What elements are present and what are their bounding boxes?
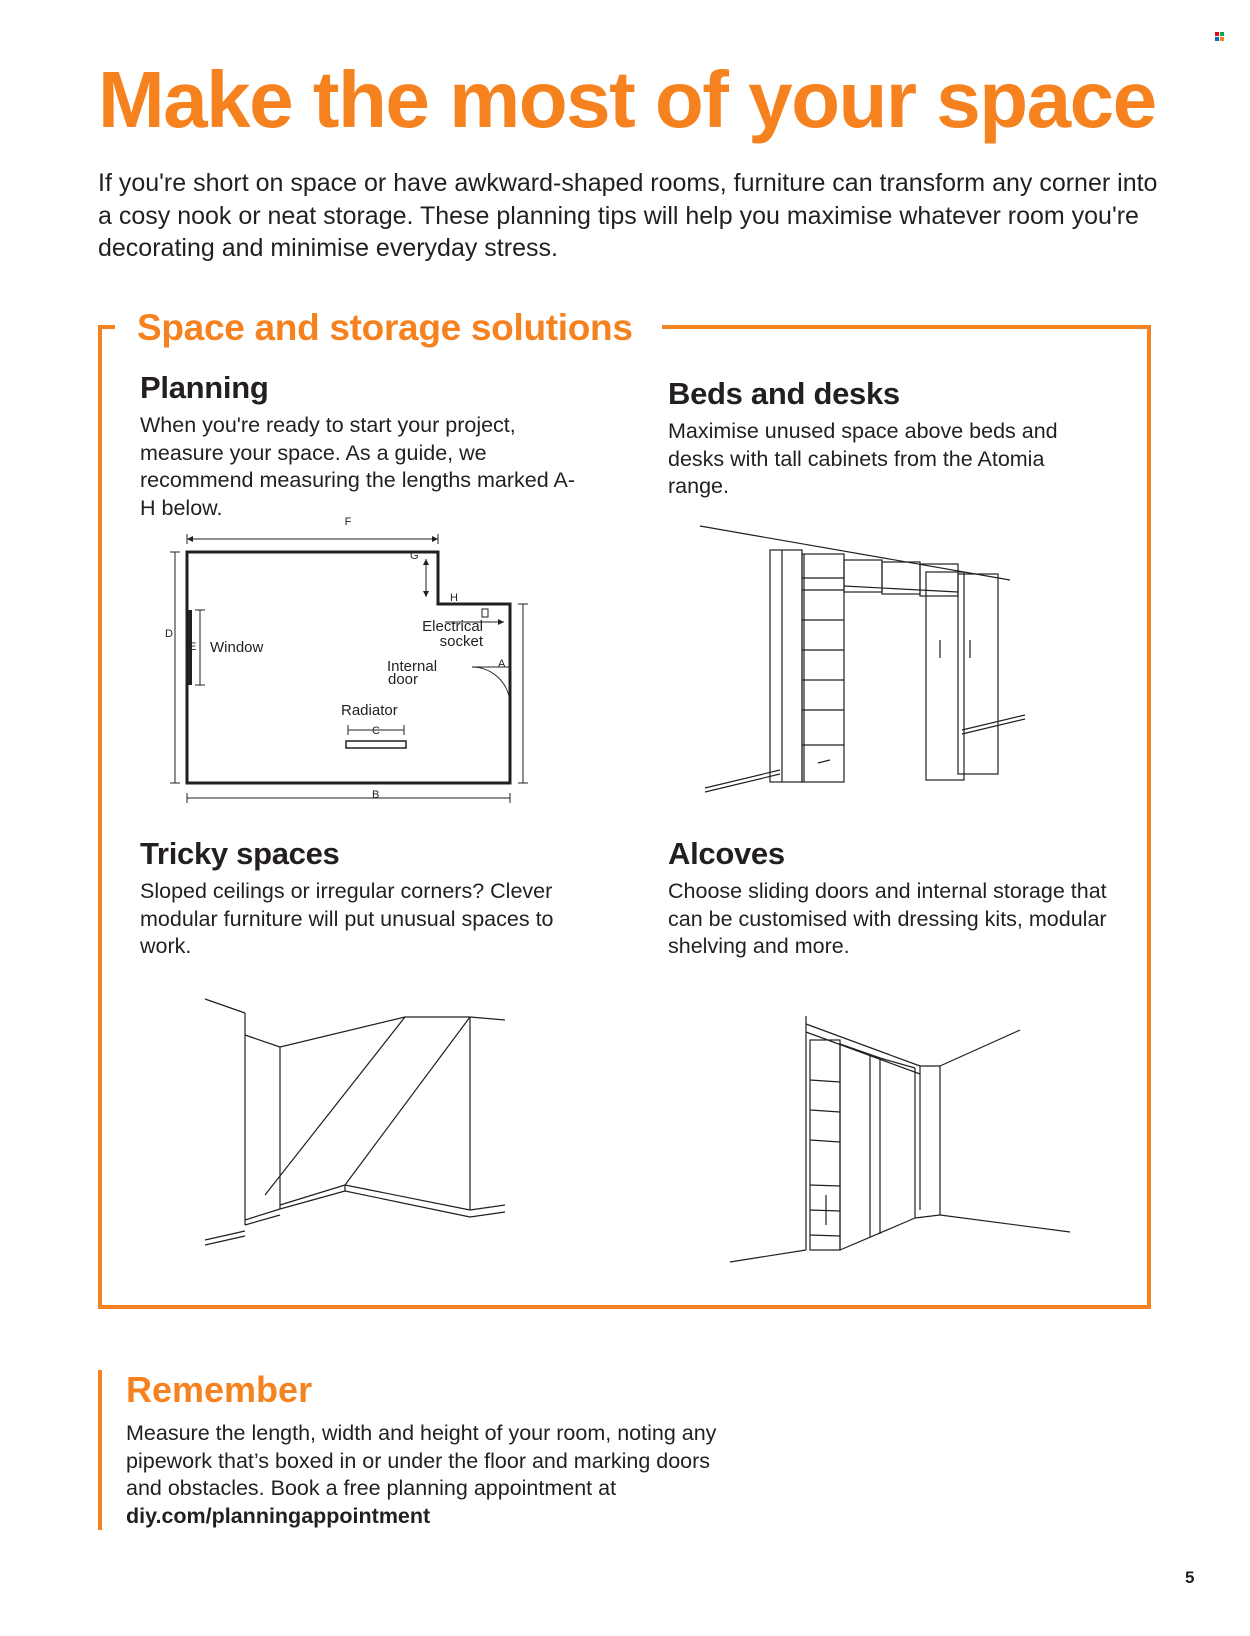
tricky-body: Sloped ceilings or irregular corners? Clever modular furniture will put unusual spaces to work. (140, 879, 554, 958)
label-radiator: Radiator (341, 702, 398, 719)
remember-text: Measure the length, width and height of your room, noting any pipework that’s boxed in or under the floor and marking doors and obstacles. Book a free planning appointment at (126, 1421, 717, 1500)
floor-plan-diagram (160, 516, 530, 815)
cabinets-illustration (700, 520, 1030, 800)
alcoves-body: Choose sliding doors and internal storage that can be customised with dressing kits, modular shelving and more. (668, 879, 1107, 958)
sloped-ceiling-illustration (205, 995, 510, 1260)
remember-title: Remember (126, 1369, 313, 1410)
label-b: B (372, 789, 380, 801)
solutions-heading: Space and storage solutions (137, 307, 633, 348)
label-h: H (450, 592, 458, 604)
label-socket-2: socket (439, 633, 483, 650)
label-e: E (189, 641, 197, 653)
label-c: C (372, 725, 380, 737)
sliding-wardrobe-illustration (730, 1010, 1090, 1270)
label-door-1: Internal (387, 658, 438, 675)
planning-body: When you're ready to start your project, measure your space. As a guide, we recommend measuring the lengths marked A-H below. (140, 413, 575, 520)
page-title: Make the most of your space (98, 55, 1156, 144)
page-number: 5 (1185, 1568, 1195, 1587)
alcoves-title: Alcoves (668, 836, 785, 871)
label-f: F (344, 516, 352, 528)
tricky-title: Tricky spaces (140, 836, 340, 871)
planning-title: Planning (140, 370, 269, 405)
label-a: A (498, 658, 506, 670)
remember-body (126, 1420, 726, 1530)
planning-appointment-link[interactable]: diy.com/planningappointment (126, 1503, 431, 1528)
beds-title: Beds and desks (668, 376, 900, 411)
label-window: Window (210, 639, 264, 656)
label-g: G (410, 550, 419, 562)
logo-icon (1215, 32, 1225, 42)
remember-accent-bar (98, 1370, 102, 1530)
label-d: D (165, 628, 173, 640)
intro-paragraph: If you're short on space or have awkward-shaped rooms, furniture can transform any corner into a cosy nook or neat storage. These planning tips will help you maximise whatever room you're decorating and minimise everyday stress. (98, 169, 1158, 262)
beds-body: Maximise unused space above beds and desks with tall cabinets from the Atomia range. (668, 419, 1058, 498)
label-socket-1: Electrical (422, 618, 483, 635)
label-door-2: door (388, 671, 419, 688)
